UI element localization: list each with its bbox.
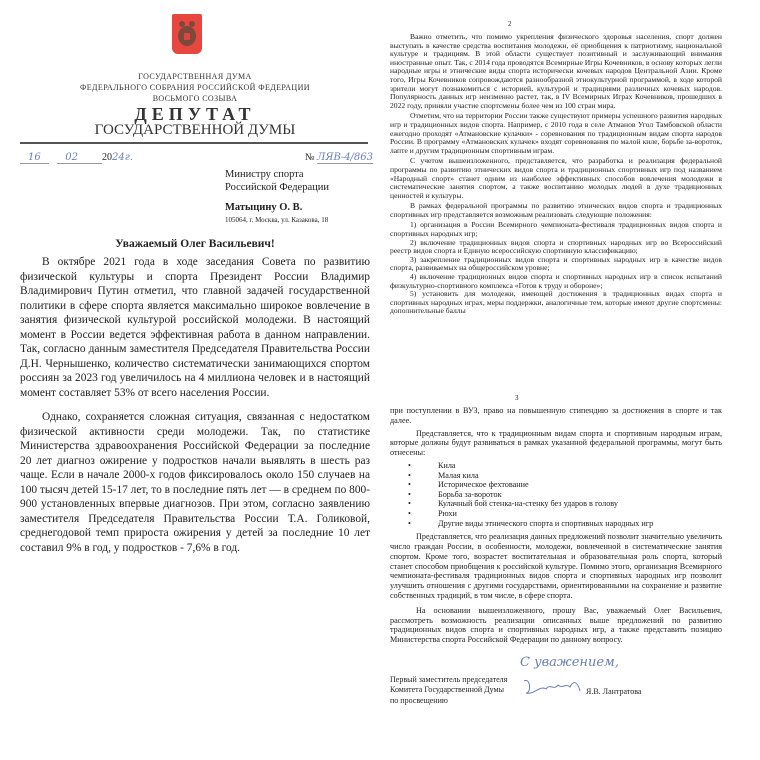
date-year-prefix: 20 [101, 152, 112, 163]
page-number: 3 [515, 394, 519, 402]
list-item: • Малая кила [438, 471, 722, 481]
header-line-3: ВОСЬМОГО СОЗЫВА [152, 94, 238, 103]
list-item: • Историческое фехтование [438, 480, 722, 490]
page-number: 2 [508, 20, 512, 28]
signer-name: Я.В. Лантратова [586, 686, 642, 696]
list-item: 3) закрепление традиционных видов спорта и спортивных народных игр в качестве видов спорта, развиваемых на общероссийском уровне; [390, 254, 722, 273]
signer-title-line: Первый заместитель председателя [390, 674, 508, 684]
paragraph: Важно отметить, что помимо укрепления физического здоровья населения, спорт должен выступать в качестве средства воспитания молодежи, её приобщения к патриотизму, национальной культуре и традициям. В этой области существует позитивный и заслуживающий внимания иностранные опыт. Так, с 2014 года проводятся Всемирные Игры Кочевников, в основу которых легли народные игры и этнические виды спорта исторически кочевых народов Центральной Азии. Кроме того, Игры Кочевников сопровождаются разнообразной этнокультурной программой, в ходе которой зрители могут познакомиться с историей, культурой и традициями различных кочевых народов. Популярность данных игр неизменно растет, так, в IV Всемирных Играх Кочевников, прошедших в 2022 году, приняли участие спортсмены более чем из 100 стран мира. [390, 32, 722, 110]
signer-title-line: по просвещению [390, 695, 448, 705]
signer-title [390, 675, 507, 707]
greeting: Уважаемый Олег Васильевич! [115, 238, 275, 250]
list-item: • Кулачный бой стенка-на-стенку без ударов в голову [438, 499, 722, 509]
paragraph: С учетом вышеизложенного, представляется, что разработка и реализация федеральной программы по развитию этнических видов спорта и традиционных спортивных игр под названием «Народный спорт» станет одним из наиболее эффективных способов вовлечения молодежи в систематические занятия спортом, а также воспитанию молодых людей в духе традиционных ценностей и культуры. [390, 156, 722, 200]
paragraph: при поступлении в ВУЗ, право на повышенную стипендию за достижения в спорте и так далее. [390, 406, 722, 425]
sports-list [390, 461, 722, 528]
header-divider [20, 142, 368, 144]
addressee-line: Российской Федерации [225, 182, 329, 193]
signer-title-line: Комитета Государственной Думы [390, 685, 504, 695]
list-item: 2) включение традиционных видов спорта и спортивных народных игр во Всероссийский реестр видов спорта и Единую всероссийскую спортивную классификацию; [390, 237, 722, 256]
list-item: • Кила [438, 461, 722, 471]
paragraph: Однако, сохраняется сложная ситуация, связанная с недостатком физической активности среди молодежи. Так, по статистике Министерства здравоохранения Российской Федерации за последние 20 лет диагноз ожирение у подростков начали выявлять в шесть раз чаще. Если в начале 2000-х годов фиксировалось около 150 случаев на 100 тысяч детей 15-17 лет, то в последние пять лет — в среднем по 800-900 установленных впервые диагнозов. При этом, согласно заявлению заместителя Председателя Правительства России Т.А. Голиковой, среднегодовой темп прироста ожирения у детей за последние 10 лет составил 9% в год, у подростков - 7,6% в год. [20, 411, 371, 554]
letterhead-subtitle: ГОСУДАРСТВЕННОЙ ДУМЫ [94, 122, 296, 138]
date-month: 02 [57, 152, 102, 164]
paragraph: В рамках федеральной программы по развитию этнических видов спорта и традиционных спортивных игр представляется возможным реализовать следующие положения: [390, 201, 722, 219]
list-item: • Борьба за-вороток [438, 490, 722, 500]
header-line-1: ГОСУДАРСТВЕННАЯ ДУМА [138, 72, 252, 81]
letter-date [20, 152, 133, 163]
header-line-2: ФЕДЕРАЛЬНОГО СОБРАНИЯ РОССИЙСКОЙ ФЕДЕРАЦИИ [80, 83, 310, 92]
coat-of-arms-emblem [172, 14, 202, 54]
signature [520, 675, 582, 697]
addressee-address: 105064, г. Москва, ул. Казакова, 18 [225, 216, 329, 224]
letterhead-title: ДЕПУТАТ [134, 104, 256, 124]
handwritten-closing: С уважением, [520, 654, 619, 670]
page3-body [390, 406, 722, 707]
page1-body [20, 255, 370, 555]
list-item: • Рюхи [438, 509, 722, 519]
list-item: • Другие виды этнического спорта и спортивных народных игр [438, 519, 722, 529]
paragraph: Представляется, что реализация данных предложений позволит значительно увеличить число граждан России, в особенности, молодежи, вовлеченной в систематические занятия спортом. Кроме того, возрастет воспитательная и образовательная роль спорта, который станет способом приобщения к российской культуре. Помимо этого, организация Всемирного чемпионата-фестиваля традиционных видов спорта и спортивных народных игр позволит улучшить отношения с другими государствами, ориентированными на сохранение и развитие собственных традиций, в том числе, в сфере спорта. [390, 532, 722, 600]
addressee-line: Министру спорта [225, 169, 304, 180]
paragraph: На основании вышеизложенного, прошу Вас, уважаемый Олег Васильевич, рассмотреть возможность реализации описанных выше предложений по развитию традиционных видов спорта и спортивных народных игр, а также представить позицию Министерства спорта Российской Федерации по данному вопросу. [390, 605, 722, 645]
paragraph: Отметим, что на территории России также существуют примеры успешного развития народных игр и традиционных видов спорта. Например, с 2010 года в селе Атманов Угол Тамбовской области ежегодно проходят «Атмановские кулачки» - соревнования по традиционным видам спорта народов России. В программу «Атмановских кулачек» входят соревнования по малой киле, борьбе за-вороток, лапте и другим традиционным спортивным играм. [390, 111, 722, 155]
page2-body [390, 33, 722, 316]
date-year: 24г. [111, 152, 133, 163]
reg-number: ЛЯВ-4/863 [317, 152, 374, 163]
date-day: 16 [20, 152, 49, 164]
list-item: 1) организация в России Всемирного чемпионата-фестиваля традиционных видов спорта и спортивных народных игр; [390, 220, 722, 239]
registration-number [305, 152, 373, 163]
reg-prefix: № [305, 152, 315, 163]
paragraph: Представляется, что к традиционным видам спорта и спортивным народным играм, которые должны будут развиваться в рамках указанной федеральной программы, могут быть отнесены: [390, 428, 722, 458]
signature-area [390, 654, 722, 707]
list-item: 5) установить для молодежи, имеющей достижения в традиционных видах спорта и спортивных народных играх, меры поддержки, аналогичные тем, которые имеют другие спортсмены: дополнительные баллы [390, 289, 722, 316]
list-item: 4) включение традиционных видов спорта и спортивных народных игр в список испытаний физкультурно-спортивного комплекса «Готов к труду и обороне»; [390, 272, 722, 290]
addressee-name: Матыцину О. В. [225, 202, 303, 213]
paragraph: В октябре 2021 года в ходе заседания Совета по развитию физической культуры и спорта Президент России Владимир Владимирович Путин отметил, что главной задачей государственной политики в сфере спорта является максимально широкое вовлечение в занятия физической культурой российской молодежи. В настоящий момент в России ведется эффективная работа в данном направлении. Так, согласно данным заместителя Председателя Правительства России Д.Н. Чернышенко, количество систематически занимающихся спортом россиян за 2023 год увеличилось на 4 миллиона человек и в настоящий момент составляет 53% от всего населения России. [20, 256, 370, 399]
addressee-block [225, 168, 329, 227]
